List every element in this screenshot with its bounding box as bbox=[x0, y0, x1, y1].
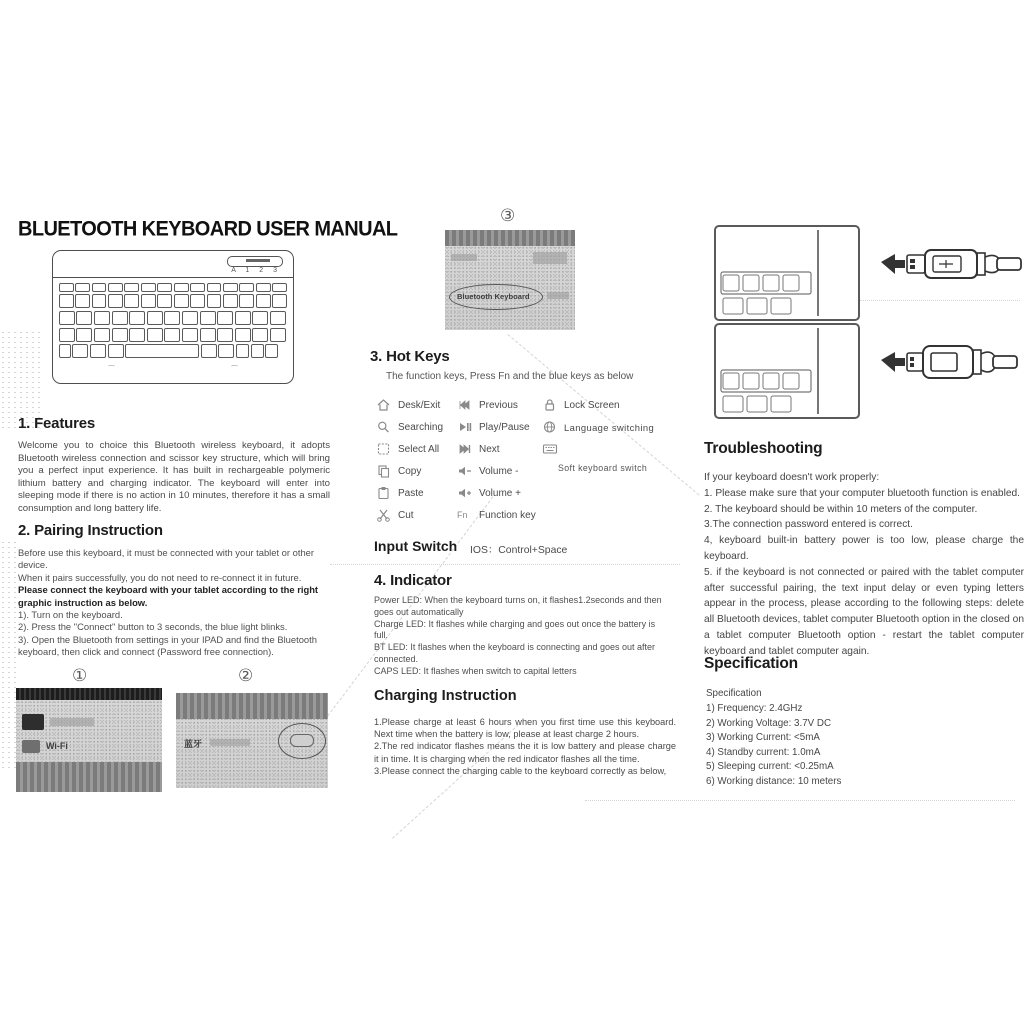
keyboard-indicator-labels: A 1 2 3 bbox=[231, 267, 281, 274]
illegible-text-bar bbox=[533, 252, 567, 264]
hotkey-label: Language switching bbox=[564, 421, 655, 433]
hotkey-item bbox=[457, 486, 521, 500]
paste-icon bbox=[376, 486, 391, 500]
pairing-step-1: 1). Turn on the keyboard. bbox=[18, 609, 123, 621]
hotkey-label: Previous bbox=[479, 399, 518, 411]
keyboard-key bbox=[252, 311, 268, 325]
keyboard-key bbox=[239, 294, 254, 308]
hotkey-item bbox=[542, 420, 654, 434]
troubleshooting-intro: If your keyboard doesn't work properly: bbox=[704, 472, 880, 483]
keyboard-key bbox=[76, 328, 92, 342]
keyboard-key bbox=[92, 283, 107, 292]
charging-line: 1.Please charge at least 6 hours when you first time use this keyboard. Next time when the battery is low, please at least charge 2 hours. bbox=[374, 717, 676, 740]
search-icon bbox=[376, 420, 391, 434]
keyboard-key-row bbox=[58, 327, 288, 343]
spec-item: 6) Working distance: 10 meters bbox=[706, 775, 842, 787]
home-icon bbox=[376, 398, 391, 412]
figure-1-number: ① bbox=[72, 666, 88, 685]
keyboard-keys bbox=[53, 278, 293, 364]
scan-halftone-patch bbox=[0, 540, 16, 770]
keyboard-key bbox=[108, 344, 124, 358]
keyboard-key bbox=[235, 328, 251, 342]
keyboard-key-row bbox=[58, 294, 288, 310]
keyboard-key bbox=[272, 294, 287, 308]
hotkey-label: Paste bbox=[398, 487, 424, 499]
keyboard-key bbox=[182, 328, 198, 342]
keyboard-key bbox=[147, 311, 163, 325]
keyboard-key bbox=[108, 294, 123, 308]
illegible-text-bar bbox=[451, 254, 477, 261]
troubleshooting-heading: Troubleshooting bbox=[704, 440, 823, 457]
keyboard-key bbox=[164, 328, 180, 342]
screenshot-header-band bbox=[445, 230, 575, 246]
usb-connection-diagram-1 bbox=[713, 224, 1023, 322]
keyboard-key bbox=[157, 294, 172, 308]
hotkey-label: Volume - bbox=[479, 465, 519, 477]
troubleshooting-item: 5. if the keyboard is not connected or paired with the tablet computer after successful pairing, the text input delay or even typing letters appear in the process, please according to the following steps: delete all Bluetooth devices, tablet computer Bluetooth option in the closed on a tablet computer Bluetooth option - restart the tablet computer keyboard and tablet computer again. bbox=[704, 566, 1024, 657]
keyboard-feet: ⌒ ⌒ bbox=[108, 365, 238, 373]
lock-icon bbox=[542, 398, 557, 412]
figure-3-pairing-screenshot bbox=[445, 230, 575, 330]
hotkey-label: Play/Pause bbox=[479, 421, 530, 433]
hotkey-label: Searching bbox=[398, 421, 444, 433]
hotkey-item bbox=[376, 464, 421, 478]
keyboard-key bbox=[200, 311, 216, 325]
specification-subheading: Specification bbox=[706, 688, 762, 699]
hotkey-label: Lock Screen bbox=[564, 399, 620, 411]
keyboard-key bbox=[147, 328, 163, 342]
keyboard-key bbox=[72, 344, 88, 358]
keyboard-key bbox=[59, 294, 74, 308]
input-switch-value: IOS：Control+Space bbox=[470, 545, 568, 556]
hotkeys-subtitle: The function keys, Press Fn and the blue keys as below bbox=[386, 371, 634, 382]
screenshot-keyboard-band bbox=[16, 762, 162, 792]
keyboard-key bbox=[157, 283, 172, 292]
pairing-intro-2: When it pairs successfully, you do not need to re-connect it in future. bbox=[18, 571, 302, 583]
keyboard-illustration bbox=[52, 250, 294, 384]
keyboard-key bbox=[108, 283, 123, 292]
hotkey-label: Copy bbox=[398, 465, 422, 477]
charging-line: 3.Please connect the charging cable to the keyboard correctly as below, bbox=[374, 765, 667, 776]
illegible-text-bar bbox=[547, 292, 569, 299]
spec-item: 1) Frequency: 2.4GHz bbox=[706, 703, 803, 714]
indicator-line: CAPS LED: It flashes when switch to capital letters bbox=[374, 665, 577, 676]
keyboard-key bbox=[129, 311, 145, 325]
keyboard-key bbox=[75, 283, 90, 292]
indicator-body bbox=[374, 595, 662, 678]
keyboard-top-panel bbox=[53, 251, 293, 278]
hotkey-item bbox=[376, 486, 424, 500]
power-switch-icon bbox=[227, 256, 283, 267]
keyboard-key bbox=[218, 344, 234, 358]
hotkey-item bbox=[457, 442, 500, 456]
globe-icon bbox=[542, 420, 557, 434]
screenshot-header-band bbox=[176, 693, 328, 719]
keyboard-key bbox=[94, 311, 110, 325]
keyboard-key bbox=[75, 294, 90, 308]
keyboard-key bbox=[129, 328, 145, 342]
screenshot-statusbar bbox=[16, 688, 162, 700]
indicator-line: Power LED: When the keyboard turns on, it flashes1.2seconds and then goes out automatically bbox=[374, 595, 662, 617]
illegible-text-bar bbox=[50, 718, 94, 726]
scan-dot-row bbox=[330, 564, 680, 565]
spec-item: 3) Working Current: <5mA bbox=[706, 732, 820, 744]
wifi-icon bbox=[22, 740, 40, 753]
keyboard-key bbox=[59, 328, 75, 342]
keyboard-key bbox=[59, 311, 75, 325]
keyboard-key bbox=[92, 294, 107, 308]
keyboard-key bbox=[124, 283, 139, 292]
play-pause-icon bbox=[457, 420, 472, 434]
usb-connection-diagram-2 bbox=[713, 322, 1023, 420]
device-name-label: Bluetooth Keyboard bbox=[457, 292, 530, 301]
keyboard-key bbox=[125, 344, 199, 358]
hotkey-item bbox=[457, 398, 518, 412]
keyboard-key-row bbox=[58, 343, 288, 359]
keyboard-key bbox=[235, 311, 251, 325]
keyboard-key bbox=[223, 283, 238, 292]
keyboard-key bbox=[112, 328, 128, 342]
keyboard-key bbox=[200, 328, 216, 342]
figure-2-number: ② bbox=[238, 666, 254, 685]
troubleshooting-body bbox=[704, 470, 1024, 660]
keyboard-key bbox=[141, 283, 156, 292]
input-switch-heading: Input Switch bbox=[374, 538, 458, 554]
charging-heading: Charging Instruction bbox=[374, 688, 517, 704]
figure-1-settings-screenshot bbox=[16, 688, 162, 792]
keyboard-key bbox=[223, 294, 238, 308]
keyboard-key bbox=[190, 283, 205, 292]
bluetooth-label: 蓝牙 bbox=[184, 739, 203, 749]
keyboard-key bbox=[174, 294, 189, 308]
keyboard-key bbox=[94, 328, 110, 342]
previous-icon bbox=[457, 398, 472, 412]
keyboard-key bbox=[252, 328, 268, 342]
spec-item: 4) Standby current: 1.0mA bbox=[706, 746, 821, 758]
hotkey-item bbox=[376, 442, 439, 456]
volume-up-icon bbox=[457, 486, 472, 500]
figure-2-bluetooth-screenshot bbox=[176, 693, 328, 788]
keyboard-key bbox=[217, 328, 233, 342]
keyboard-key bbox=[112, 311, 128, 325]
keyboard-key bbox=[182, 311, 198, 325]
troubleshooting-item: 3.The connection password entered is correct. bbox=[704, 519, 913, 531]
keyboard-key bbox=[270, 328, 286, 342]
specification-list bbox=[706, 702, 1006, 790]
keyboard-key bbox=[201, 344, 217, 358]
illegible-text-bar bbox=[210, 739, 250, 746]
indicator-line: BT LED: It flashes when the keyboard is connecting and goes out after connected. bbox=[374, 642, 656, 664]
copy-icon bbox=[376, 464, 391, 478]
pairing-intro-1: Before use this keyboard, it must be connected with your tablet or other device. bbox=[18, 547, 314, 571]
features-body: Welcome you to choice this Bluetooth wireless keyboard, it adopts Bluetooth wireless connection and scissor key structure, which will bring you a perfect input experience. It has built in rechargeable polymeric lithium battery and charging indicator. The keyboard will enter into sleeping mode if there is no action in 10 minutes, therefore it has a small consumption and long battery life. bbox=[18, 440, 330, 514]
hotkeys-heading: 3. Hot Keys bbox=[370, 348, 450, 365]
hotkey-item bbox=[376, 508, 414, 522]
indicator-heading: 4. Indicator bbox=[374, 572, 452, 589]
troubleshooting-item: 2. The keyboard should be within 10 meters of the computer. bbox=[704, 503, 978, 515]
specification-heading: Specification bbox=[704, 655, 798, 672]
keyboard-key bbox=[272, 283, 287, 292]
keyboard-key-row bbox=[58, 310, 288, 326]
charging-body bbox=[374, 716, 676, 777]
hotkey-label: Function key bbox=[479, 509, 536, 521]
spec-item: 5) Sleeping current: <0.25mA bbox=[706, 761, 834, 773]
hotkey-label: Select All bbox=[398, 443, 440, 455]
pairing-step-3: 3). Open the Bluetooth from settings in your IPAD and find the Bluetooth keyboard, then click and connect (Password free connection). bbox=[18, 633, 317, 658]
spec-item: 2) Working Voltage: 3.7V DC bbox=[706, 717, 832, 729]
volume-down-icon bbox=[457, 464, 472, 478]
hotkey-item bbox=[542, 398, 620, 412]
keyboard-key bbox=[251, 344, 264, 358]
keyboard-key bbox=[256, 283, 271, 292]
troubleshooting-item: 1. Please make sure that your computer bluetooth function is enabled. bbox=[704, 487, 1021, 499]
keyboard-key bbox=[76, 311, 92, 325]
charging-line: 2.The red indicator flashes means the it is low battery and please charge it in time. It is charging when the red indicator flashes all the time. bbox=[374, 741, 676, 764]
page-title: BLUETOOTH KEYBOARD USER MANUAL bbox=[18, 217, 398, 241]
hotkey-item bbox=[457, 420, 530, 434]
hotkey-item bbox=[376, 398, 440, 412]
hotkey-item bbox=[457, 508, 536, 522]
hotkey-label: Desk/Exit bbox=[398, 399, 441, 411]
fn-icon: Fn bbox=[457, 510, 468, 520]
hotkey-item bbox=[542, 442, 557, 456]
keyboard-key bbox=[141, 294, 156, 308]
hotkey-item bbox=[376, 420, 443, 434]
scan-dot-row bbox=[585, 800, 1015, 801]
hotkey-label: Volume + bbox=[479, 487, 521, 499]
keyboard-key bbox=[217, 311, 233, 325]
bluetooth-toggle bbox=[290, 734, 314, 747]
wifi-label: Wi-Fi bbox=[46, 741, 68, 751]
hotkey-item bbox=[457, 464, 518, 478]
features-heading: 1. Features bbox=[18, 415, 96, 432]
soft-keyboard-icon bbox=[542, 442, 557, 456]
pairing-bold-line: Please connect the keyboard with your tablet according to the right graphic instruction as below. bbox=[18, 584, 319, 608]
next-icon bbox=[457, 442, 472, 456]
keyboard-key bbox=[270, 311, 286, 325]
keyboard-key bbox=[207, 294, 222, 308]
keyboard-key bbox=[59, 283, 74, 292]
keyboard-key-row bbox=[58, 282, 288, 293]
troubleshooting-item: 4, keyboard built-in battery power is too low, please charge the keyboard. bbox=[704, 535, 1024, 562]
keyboard-key bbox=[124, 294, 139, 308]
keyboard-key bbox=[256, 294, 271, 308]
pairing-body bbox=[18, 547, 332, 659]
keyboard-key bbox=[190, 294, 205, 308]
keyboard-key bbox=[174, 283, 189, 292]
pairing-step-2: 2). Press the "Connect" button to 3 seconds, the blue light blinks. bbox=[18, 621, 288, 633]
soft-keyboard-caption: Soft keyboard switch bbox=[558, 463, 648, 473]
keyboard-key bbox=[59, 344, 71, 358]
pairing-heading: 2. Pairing Instruction bbox=[18, 522, 163, 539]
cut-icon bbox=[376, 508, 391, 522]
keyboard-key bbox=[236, 344, 249, 358]
select-all-icon bbox=[376, 442, 391, 456]
settings-gear-icon bbox=[22, 714, 44, 730]
figure-3-number: ③ bbox=[500, 206, 516, 225]
hotkey-label: Cut bbox=[398, 509, 414, 521]
keyboard-key bbox=[265, 344, 278, 358]
keyboard-key bbox=[90, 344, 106, 358]
keyboard-key bbox=[164, 311, 180, 325]
hotkey-label: Next bbox=[479, 443, 500, 455]
indicator-line: Charge LED: It flashes while charging and goes out once the battery is full. bbox=[374, 618, 656, 641]
keyboard-key bbox=[207, 283, 222, 292]
keyboard-key bbox=[239, 283, 254, 292]
